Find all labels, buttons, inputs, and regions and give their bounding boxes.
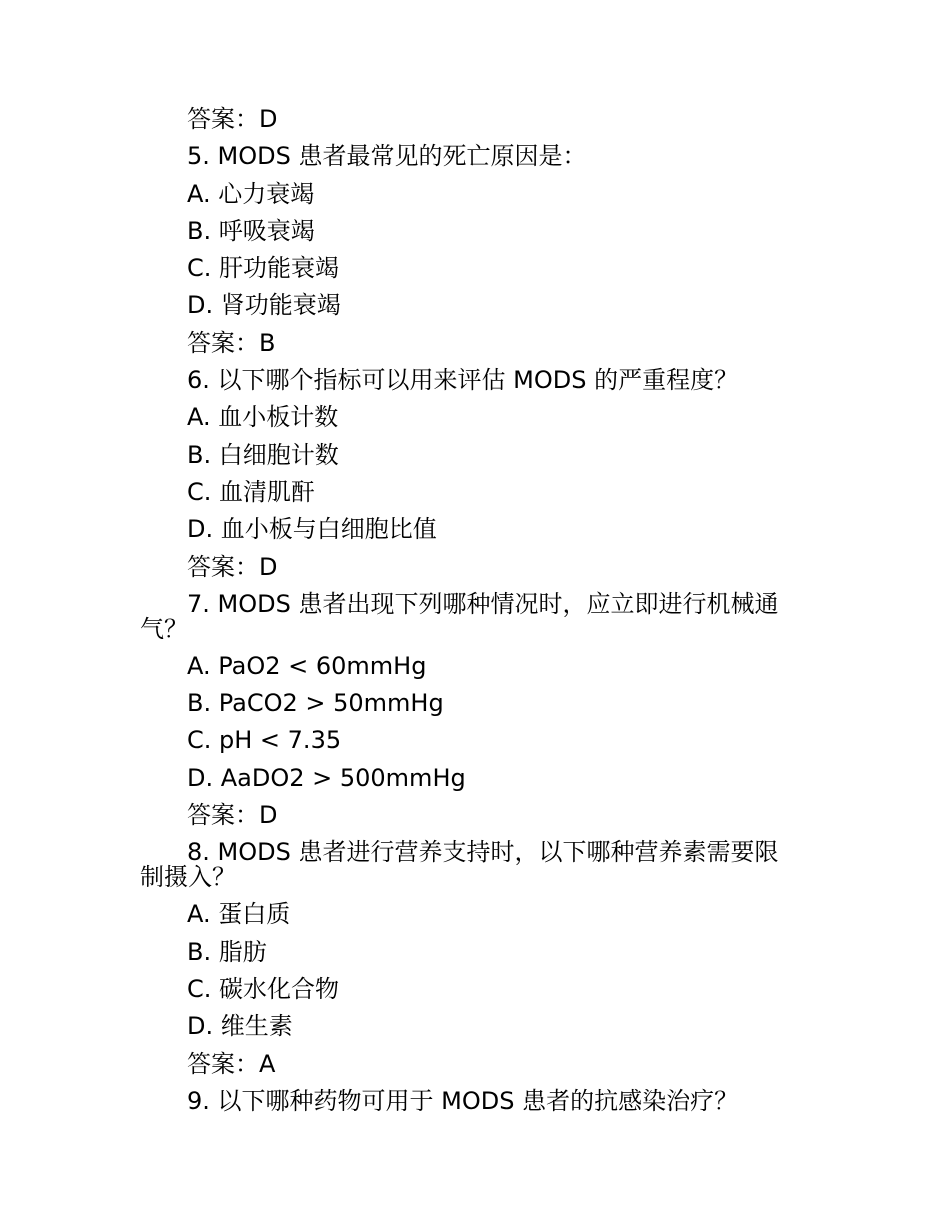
question-8: 8. MODS 患者进行营养支持时，以下哪种营养素需要限制摄入？ — [140, 838, 779, 892]
answer-line: 答案：B — [187, 328, 276, 357]
option-line: D. AaDO2 > 500mmHg — [187, 763, 466, 792]
question-9: 9. 以下哪种药物可用于 MODS 患者的抗感染治疗？ — [187, 1086, 739, 1115]
question-7: 7. MODS 患者出现下列哪种情况时，应立即进行机械通气？ — [140, 589, 779, 643]
option-line: A. 心力衰竭 — [187, 179, 315, 208]
answer-line: 答案：D — [187, 105, 278, 133]
question-5: 5. MODS 患者最常见的死亡原因是： — [187, 142, 587, 171]
option-line: A. 血小板计数 — [187, 403, 339, 432]
option-line: D. 维生素 — [187, 1012, 293, 1041]
option-line: B. PaCO2 > 50mmHg — [187, 689, 444, 718]
option-line: D. 血小板与白细胞比值 — [187, 515, 437, 544]
answer-line: 答案：D — [187, 552, 278, 581]
option-line: D. 肾功能衰竭 — [187, 291, 341, 320]
option-line: B. 呼吸衰竭 — [187, 216, 315, 245]
answer-line: 答案：A — [187, 1049, 276, 1078]
option-line: C. 血清肌酐 — [187, 477, 316, 506]
option-line: A. 蛋白质 — [187, 900, 291, 929]
document-body — [140, 101, 800, 1120]
option-line: A. PaO2 < 60mmHg — [187, 651, 427, 680]
option-line: C. 肝功能衰竭 — [187, 254, 340, 283]
option-line: B. 脂肪 — [187, 937, 267, 966]
option-line: C. pH < 7.35 — [187, 726, 342, 755]
option-line: B. 白细胞计数 — [187, 440, 339, 469]
option-line: C. 碳水化合物 — [187, 974, 340, 1003]
answer-line: 答案：D — [187, 801, 278, 830]
question-6: 6. 以下哪个指标可以用来评估 MODS 的严重程度？ — [187, 366, 739, 395]
